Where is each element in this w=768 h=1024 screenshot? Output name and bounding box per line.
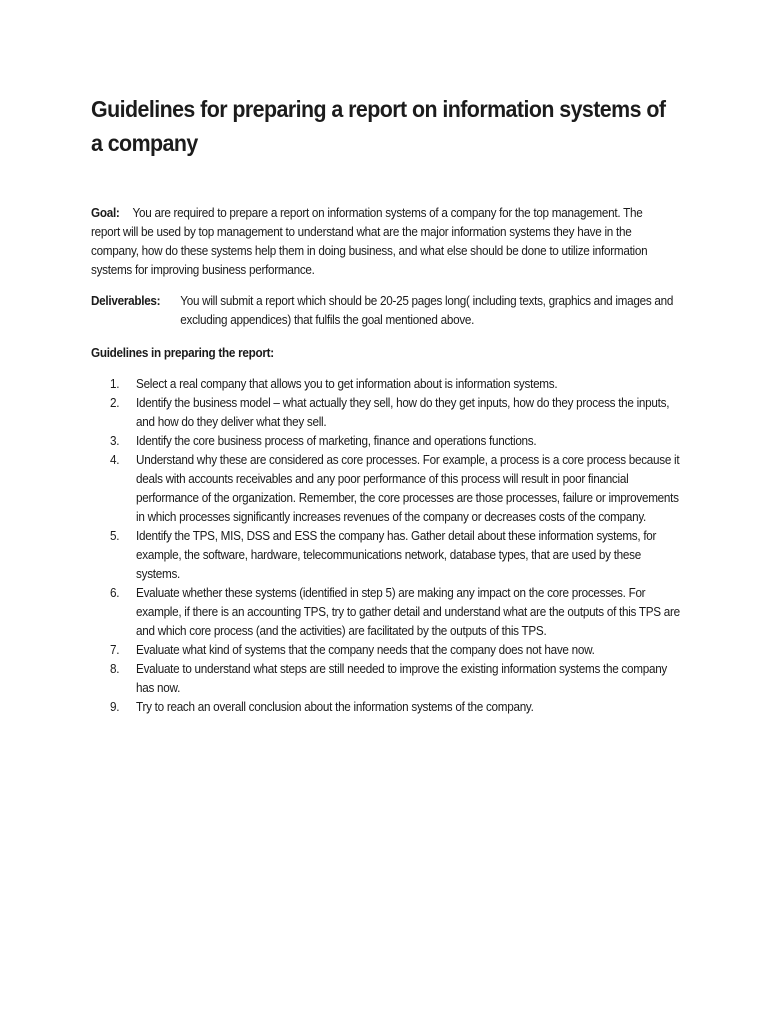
list-item-text: Identify the business model – what actually they sell, how do they get inputs, how do they process the inputs, and how do they deliver what they sell. bbox=[136, 396, 670, 429]
guidelines-heading: Guidelines in preparing the report: bbox=[91, 346, 274, 360]
list-item-number: 4. bbox=[110, 453, 120, 467]
list-item bbox=[110, 432, 687, 451]
list-item bbox=[110, 584, 687, 641]
list-item-number: 9. bbox=[110, 700, 120, 714]
list-item bbox=[110, 375, 687, 394]
goal-paragraph bbox=[91, 204, 668, 280]
list-item-text: Try to reach an overall conclusion about the information systems of the company. bbox=[136, 700, 534, 714]
goal-label: Goal: bbox=[91, 206, 120, 220]
list-item bbox=[110, 641, 687, 660]
list-item-text: Identify the core business process of marketing, finance and operations functions. bbox=[136, 434, 537, 448]
list-item-number: 5. bbox=[110, 529, 120, 543]
deliverables-text: You will submit a report which should be 20-25 pages long( including texts, graphics and images and excluding appendices) that fulfils the goal mentioned above. bbox=[180, 294, 674, 327]
list-item-number: 1. bbox=[110, 377, 120, 391]
list-item-number: 3. bbox=[110, 434, 120, 448]
list-item bbox=[110, 394, 687, 432]
list-item-text: Evaluate to understand what steps are still needed to improve the existing information systems the company has now. bbox=[136, 662, 668, 695]
deliverables-label: Deliverables: bbox=[91, 294, 161, 308]
list-item bbox=[110, 698, 687, 717]
list-item-number: 8. bbox=[110, 662, 120, 676]
list-item bbox=[110, 527, 687, 584]
list-item-text: Understand why these are considered as core processes. For example, a process is a core process because it deals with accounts receivables and any poor performance of this process will result in poor financial performance of the organization. Remember, the core processes are those processes, failure or improvements in which processes significantly increases revenues of the company or decreases costs of the company. bbox=[136, 453, 680, 524]
list-item-text: Identify the TPS, MIS, DSS and ESS the company has. Gather detail about these information systems, for example, the software, hardware, telecommunications network, database types, that are used by these systems. bbox=[136, 529, 657, 581]
list-item-text: Evaluate what kind of systems that the company needs that the company does not have now. bbox=[136, 643, 595, 657]
list-item-text: Select a real company that allows you to get information about is information systems. bbox=[136, 377, 558, 391]
list-item bbox=[110, 451, 687, 527]
guidelines-list bbox=[110, 375, 687, 717]
list-item-number: 6. bbox=[110, 586, 120, 600]
list-item-number: 7. bbox=[110, 643, 120, 657]
list-item-number: 2. bbox=[110, 396, 120, 410]
document-title: Guidelines for preparing a report on information systems of a company bbox=[91, 96, 666, 156]
goal-text: You are required to prepare a report on information systems of a company for the top management. The report will be used by top management to understand what are the major information systems they have in the company, how do these systems help them in doing business, and what else should be done to utilize information systems for improving business performance. bbox=[91, 206, 648, 277]
list-item-text: Evaluate whether these systems (identified in step 5) are making any impact on the core processes. For example, if there is an accounting TPS, try to gather detail and understand what are the outputs of this TPS are and which core process (and the activities) are facilitated by the outputs of this TPS. bbox=[136, 586, 680, 638]
list-item bbox=[110, 660, 687, 698]
